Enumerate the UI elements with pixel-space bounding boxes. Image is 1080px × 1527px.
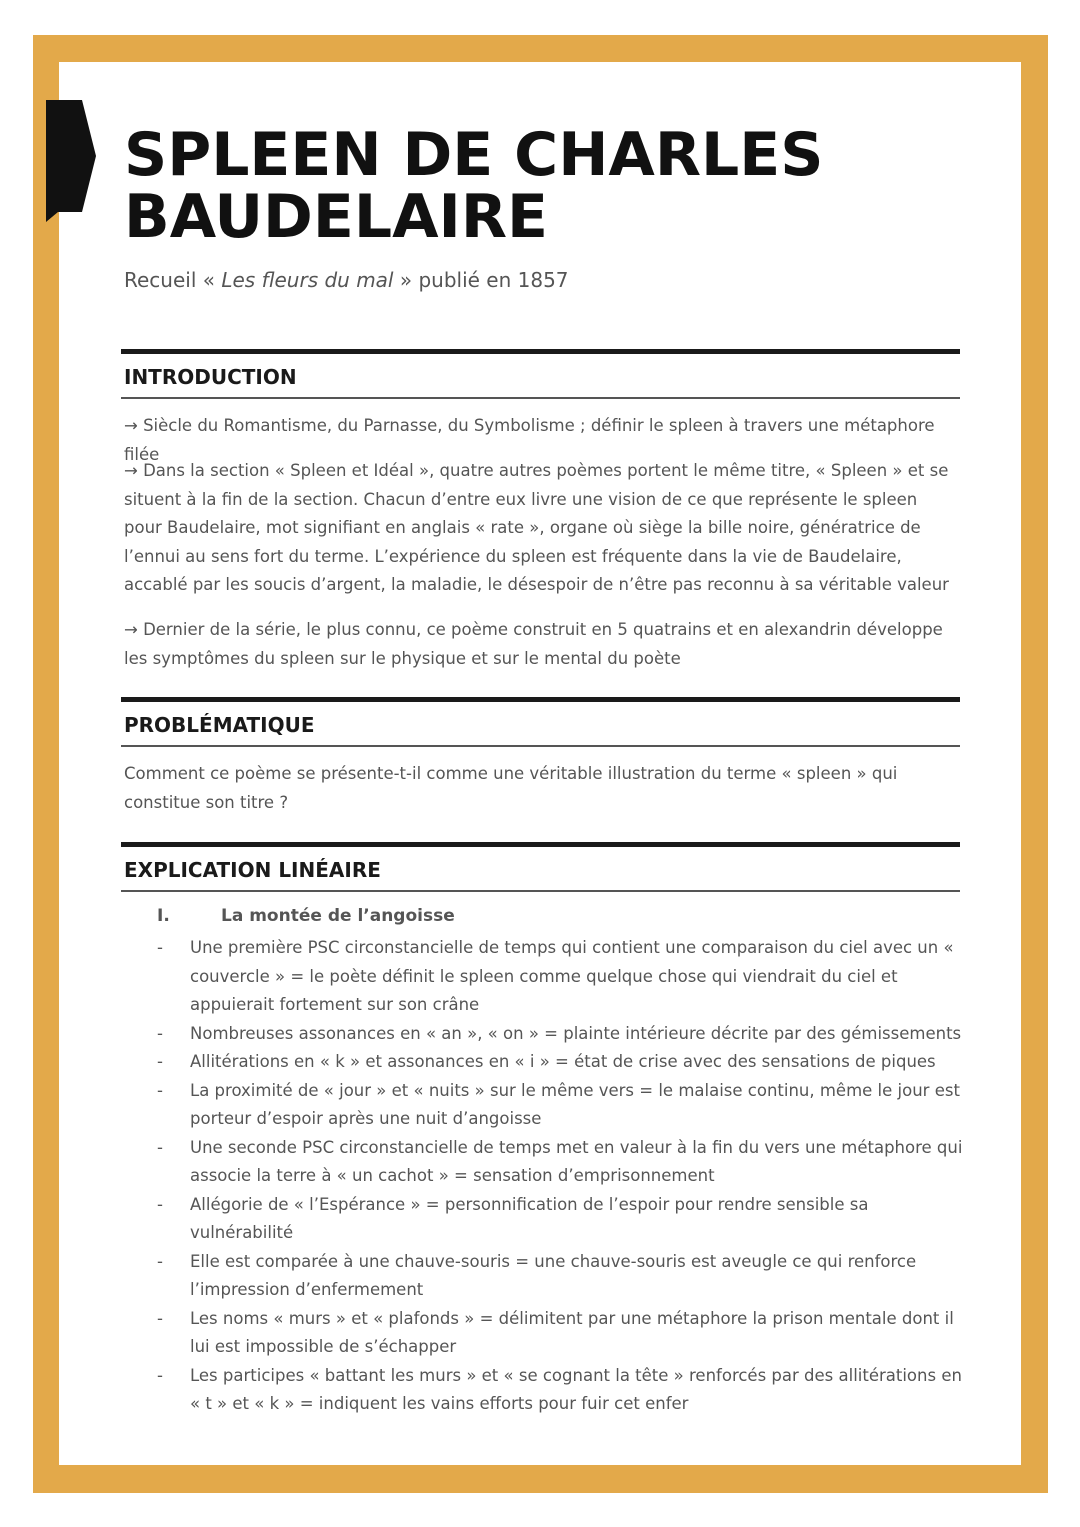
intro-paragraph-3: → Dernier de la série, le plus connu, ce poème construit en 5 quatrains et en alexandrin développe les symptômes du spleen sur le physique et sur le mental du poète [124, 620, 943, 668]
intro-paragraph-2: → Dans la section « Spleen et Idéal », quatre autres poèmes portent le même titre, « Spleen » et se situent à la fin de la section. Chacun d’entre eux livre une vision de ce que représente le spleen pour Baudelaire, mot signifiant en anglais « rate », organe où siège la bille noire, génératrice de l’ennui au sens fort du terme. L’expérience du spleen est fréquente dans la vie de Baudelaire, accablé par les soucis d’argent, la maladie, le désespoir de n’être pas reconnu à sa véritable valeur [124, 461, 949, 594]
section-heading-explication: EXPLICATION LINÉAIRE [124, 858, 381, 882]
list-item [157, 1134, 965, 1191]
list-item [157, 1191, 965, 1248]
bullet-dash: - [157, 938, 163, 957]
bullet-dash: - [157, 1365, 163, 1385]
list-item-text: La proximité de « jour » et « nuits » sur le même vers = le malaise continu, même le jour est porteur d’espoir après une nuit d’angoisse [190, 1080, 960, 1128]
part-title: La montée de l’angoisse [221, 906, 455, 926]
intro-paragraph-1: → Siècle du Romantisme, du Parnasse, du Symbolisme ; définir le spleen à travers une métaphore filée [124, 416, 935, 464]
page-title-line-1: SPLEEN DE CHARLES [124, 120, 824, 190]
page-title-line-2: BAUDELAIRE [124, 182, 549, 252]
subtitle-suffix: » publié en 1857 [393, 268, 569, 292]
list-item-text: Une seconde PSC circonstancielle de temps met en valeur à la fin du vers une métaphore qui associe la terre à « un cachot » = sensation d’emprisonnement [190, 1137, 963, 1185]
section-rule-thick [121, 349, 960, 354]
bullet-dash: - [157, 1308, 163, 1328]
bullet-dash: - [157, 1052, 163, 1071]
list-item-text: Nombreuses assonances en « an », « on » = plainte intérieure décrite par des gémissements [190, 1023, 962, 1043]
list-item [157, 1248, 965, 1305]
list-item-text: Allitérations en « k » et assonances en « i » = état de crise avec des sensations de piques [190, 1052, 936, 1071]
bullet-dash: - [157, 1194, 163, 1214]
list-item [157, 1020, 965, 1049]
bullet-dash: - [157, 1080, 163, 1100]
part-heading [157, 906, 455, 926]
list-item-text: Les noms « murs » et « plafonds » = délimitent par une métaphore la prison mentale dont il lui est impossible de s’échapper [190, 1308, 954, 1356]
section-heading-introduction: INTRODUCTION [124, 365, 297, 389]
section-rule-thick [121, 697, 960, 702]
bullet-dash: - [157, 1251, 163, 1271]
page-title [124, 120, 960, 252]
problematique-text: Comment ce poème se présente-t-il comme une véritable illustration du terme « spleen » qui constitue son titre ? [124, 764, 898, 812]
list-item [157, 1305, 965, 1362]
list-item [157, 934, 965, 1020]
bookmark-tab-icon [46, 100, 96, 222]
section-heading-problematique: PROBLÉMATIQUE [124, 713, 315, 737]
list-item-text: Elle est comparée à une chauve-souris = une chauve-souris est aveugle ce qui renforce l’impression d’enfermement [190, 1251, 917, 1299]
bullet-dash: - [157, 1137, 163, 1157]
list-item [157, 1362, 965, 1419]
list-item-text: Une première PSC circonstancielle de temps qui contient une comparaison du ciel avec un « couvercle » = le poète définit le spleen comme quelque chose qui viendrait du ciel et appuierait fortement sur son crâne [190, 938, 954, 1014]
list-item [157, 1077, 965, 1134]
list-item [157, 1048, 965, 1077]
list-item-text: Allégorie de « l’Espérance » = personnification de l’espoir pour rendre sensible sa vulnérabilité [190, 1194, 869, 1242]
subtitle-work-title: Les fleurs du mal [221, 268, 394, 292]
page-subtitle [124, 268, 960, 292]
section-rule-thin [121, 890, 960, 892]
subtitle-prefix: Recueil « [124, 268, 222, 292]
list-item-text: Les participes « battant les murs » et « se cognant la tête » renforcés par des allitérations en « t » et « k » = indiquent les vains efforts pour fuir cet enfer [190, 1365, 962, 1413]
section-rule-thick [121, 842, 960, 847]
part-number: I. [157, 906, 170, 926]
section-rule-thin [121, 397, 960, 399]
section-rule-thin [121, 745, 960, 747]
bullet-dash: - [157, 1023, 163, 1043]
explication-bullet-list [157, 934, 965, 1419]
